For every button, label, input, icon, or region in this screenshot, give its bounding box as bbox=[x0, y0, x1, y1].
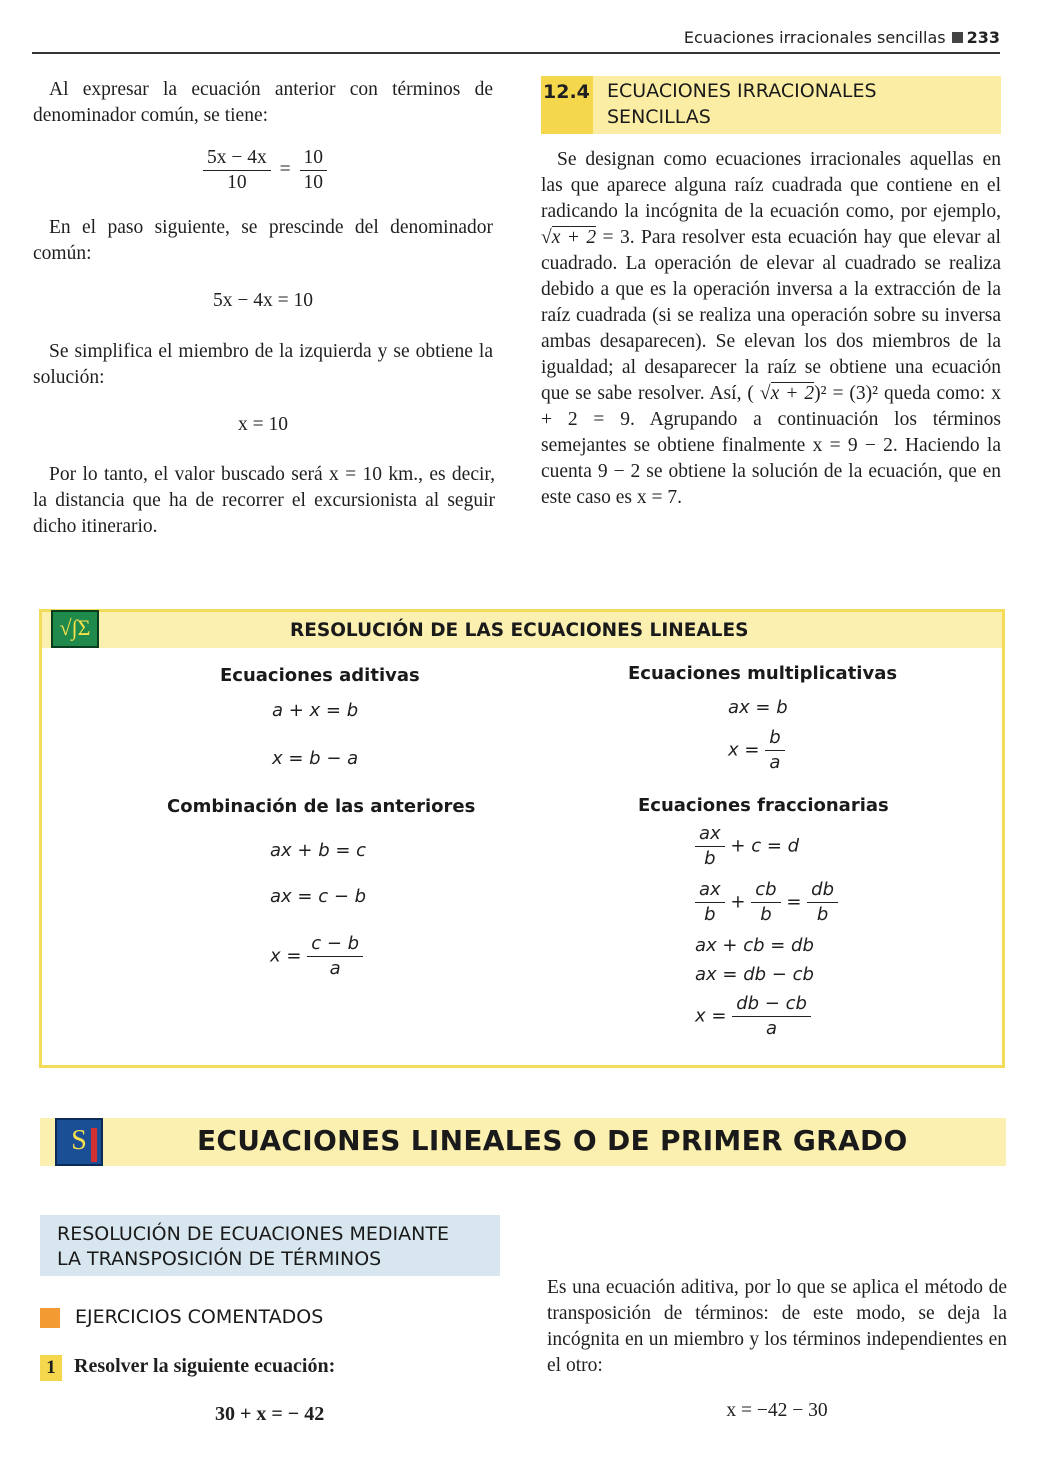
paragraph-4: Por lo tanto, el valor buscado será x = 10 km., es decir, la distancia que ha de recorrer el excursionista al seguir dicho itinerario. bbox=[33, 464, 495, 537]
exercise-equation: 30 + x = − 42 bbox=[215, 1403, 325, 1425]
heading-multiplicativas: Ecuaciones multiplicativas bbox=[628, 663, 898, 684]
formula-fraccionarias-5: x = $\frac{db - cb}{a}$ bbox=[695, 992, 811, 1041]
page-number: 233 bbox=[966, 28, 1000, 47]
fraction-left: $\frac{5x - 4x}{10}$ bbox=[203, 146, 271, 195]
equation-3: x = 10 bbox=[238, 414, 288, 435]
math-logo-icon: √∫Σ bbox=[51, 610, 99, 648]
formula-combinacion-2: ax = c − b bbox=[270, 886, 367, 907]
section-number: 12.4 bbox=[541, 76, 593, 134]
exercises-heading: EJERCICIOS COMENTADOS bbox=[75, 1306, 324, 1328]
section-title: ECUACIONES IRRACIONALES SENCILLAS bbox=[607, 80, 877, 128]
square-root-expression: √x + 2 bbox=[541, 227, 597, 248]
formula-box-title: RESOLUCIÓN DE LAS ECUACIONES LINEALES bbox=[290, 620, 749, 641]
formula-fraccionarias-1: $\frac{ax}{b}$ + c = d bbox=[695, 822, 799, 871]
formula-combinacion-3: x = $\frac{c - b}{a}$ bbox=[270, 932, 363, 981]
formula-fraccionarias-3: ax + cb = db bbox=[695, 935, 814, 956]
formula-aditivas-1: a + x = b bbox=[272, 700, 359, 721]
chapter-logo-icon: S bbox=[55, 1118, 103, 1166]
formula-multiplicativas-1: ax = b bbox=[728, 697, 788, 718]
answer-equation: x = −42 − 30 bbox=[726, 1400, 828, 1421]
chapter-title: ECUACIONES LINEALES O DE PRIMER GRADO bbox=[197, 1124, 908, 1157]
fraction-right: $\frac{10}{10}$ bbox=[300, 146, 328, 195]
heading-combinacion: Combinación de las anteriores bbox=[167, 796, 476, 817]
formula-fraccionarias-4: ax = db − cb bbox=[695, 964, 814, 985]
orange-square-icon bbox=[40, 1308, 60, 1328]
exercise-question: Resolver la siguiente ecuación: bbox=[74, 1355, 336, 1377]
heading-fraccionarias: Ecuaciones fraccionarias bbox=[638, 795, 889, 816]
square-root-expression-2: √x + 2 bbox=[759, 383, 815, 404]
formula-fraccionarias-2: $\frac{ax}{b}$ + $\frac{cb}{b}$ = $\frac{db}{b}$ bbox=[695, 878, 838, 927]
heading-aditivas: Ecuaciones aditivas bbox=[220, 665, 420, 686]
square-bullet-icon bbox=[952, 32, 963, 43]
formula-multiplicativas-2: x = $\frac{b}{a}$ bbox=[728, 726, 785, 775]
paragraph-1: Al expresar la ecuación anterior con términos de denominador común, se tiene: bbox=[33, 79, 493, 126]
equation-1: $\frac{5x - 4x}{10}$ = $\frac{10}{10}$ bbox=[200, 146, 330, 195]
running-header bbox=[684, 28, 1000, 47]
paragraph-3: Se simplifica el miembro de la izquierda y se obtiene la solución: bbox=[33, 341, 493, 388]
subsection-title: RESOLUCIÓN DE ECUACIONES MEDIANTE LA TRANSPOSICIÓN DE TÉRMINOS bbox=[57, 1223, 449, 1270]
formula-aditivas-2: x = b − a bbox=[272, 748, 359, 769]
answer-paragraph: Es una ecuación aditiva, por lo que se aplica el método de transposición de términos: de este modo, se deja la incógnita en un miembro y los términos independientes en el otro: bbox=[547, 1277, 1007, 1376]
running-title: Ecuaciones irracionales sencillas bbox=[683, 28, 946, 47]
paragraph-2: En el paso siguiente, se prescinde del denominador común: bbox=[33, 217, 493, 264]
section-paragraph: Se designan como ecuaciones irracionales aquellas en las que aparece alguna raíz cuadrada que contiene en el radicando la incógnita de la ecuación como, por ejemplo, √x + 2 = 3. Para resolver esta ecuación hay que elevar al cuadrado. La operación de elevar al cuadrado se realiza debido a que es la operación inversa a la extracción de la raíz cuadrada (si se realiza una operación sobre su inversa ambas desaparecen). Se elevan los dos miembros de la igualdad; al desaparecer la raíz se obtiene una ecuación que se sabe resolver. Así, ( √x + 2)² = (3)² queda como: x + 2 = 9. Agrupando a continuación los términos semejantes se obtiene finalmente x = 9 − 2. Haciendo la cuenta 9 − 2 se obtiene la solución de la ecuación, que en este caso es x = 7. bbox=[541, 149, 1001, 508]
formula-combinacion-1: ax + b = c bbox=[270, 840, 367, 861]
exercise-number: 1 bbox=[40, 1355, 62, 1381]
equation-2: 5x − 4x = 10 bbox=[213, 290, 313, 311]
header-rule bbox=[32, 52, 1000, 54]
